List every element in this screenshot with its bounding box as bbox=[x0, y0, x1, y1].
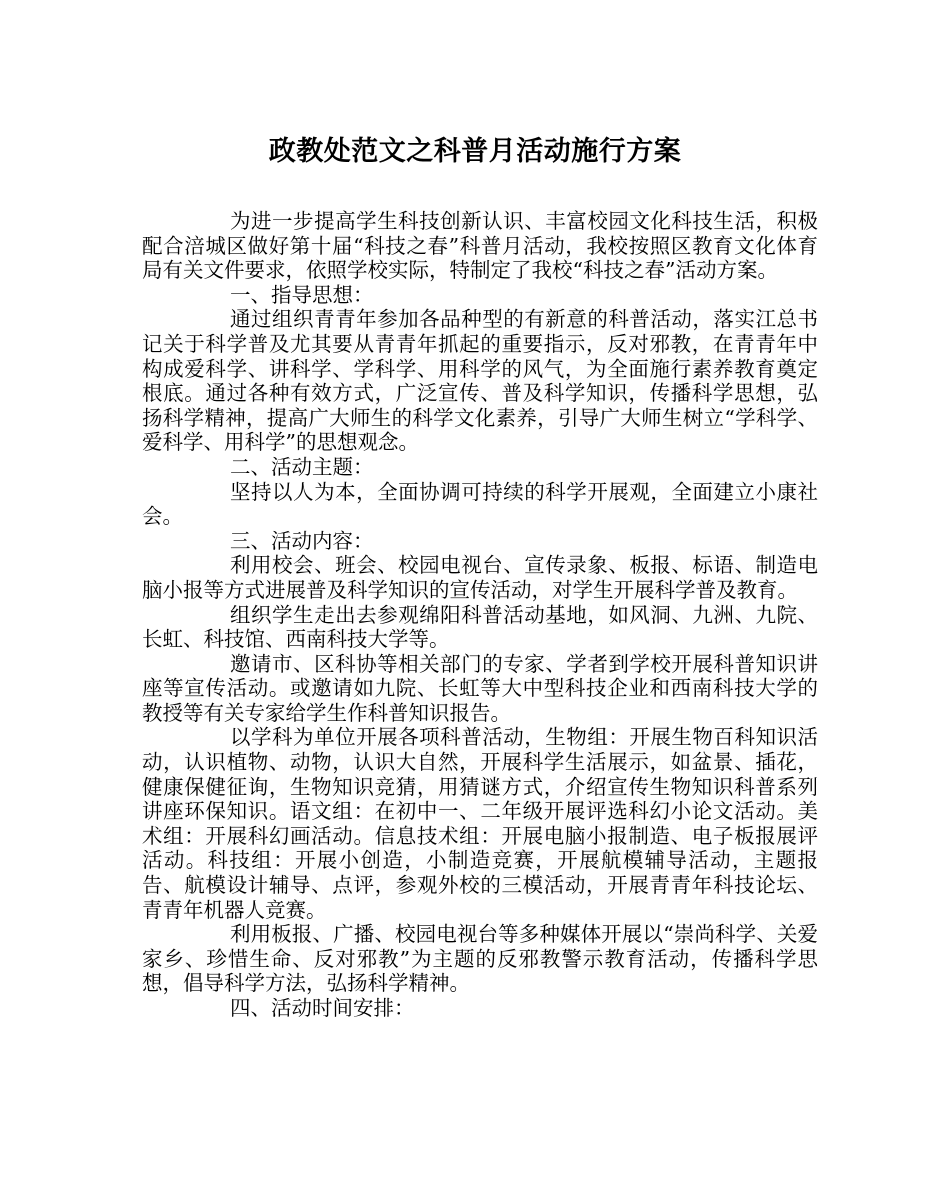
document-title: 政教处范文之科普月活动施行方案 bbox=[268, 136, 682, 167]
content-paragraph-anti-cult-education: 利用板报、广播、校园电视台等多种媒体开展以“崇尚科学、关爱家乡、珍惜生命、反对邪教”为主题的反邪教警示教育活动，传播科学思想，倡导科学方法，弘扬科学精神。 bbox=[142, 922, 818, 996]
intro-paragraph: 为进一步提高学生科技创新认识、丰富校园文化科技生活，积极配合涪城区做好第十届“科技之春”科普月活动，我校按照区教育文化体育局有关文件要求，依照学校实际，特制定了我校“科技之春”活动方案。 bbox=[142, 209, 818, 283]
content-paragraph-subject-activities: 以学科为单位开展各项科普活动，生物组：开展生物百科知识活动，认识植物、动物，认识大自然，开展科学生活展示，如盆景、插花，健康保健征询，生物知识竞猜，用猜谜方式，介绍宣传生物知识科普系列讲座环保知识。语文组：在初中一、二年级开展评选科幻小论文活动。美术组：开展科幻画活动。信息技术组：开展电脑小报制造、电子板报展评活动。科技组：开展小创造，小制造竞赛，开展航模辅导活动，主题报告、航模设计辅导、点评，参观外校的三模活动，开展青青年科技论坛、青青年机器人竞赛。 bbox=[142, 725, 818, 922]
activity-theme-paragraph: 坚持以人为本，全面协调可持续的科学开展观，全面建立小康社会。 bbox=[142, 479, 818, 529]
section-heading-activity-content: 三、活动内容： bbox=[230, 528, 374, 553]
section-heading-guiding-ideology: 一、指导思想： bbox=[230, 282, 374, 307]
content-paragraph-publicity: 利用校会、班会、校园电视台、宣传录象、板报、标语、制造电脑小报等方式进展普及科学知识的宣传活动，对学生开展科学普及教育。 bbox=[142, 553, 818, 602]
guiding-ideology-paragraph: 通过组织青青年参加各品种型的有新意的科普活动，落实江总书记关于科学普及尤其要从青青年抓起的重要指示，反对邪教，在青青年中构成爱科学、讲科学、学科学、用科学的风气，为全面施行素养教育奠定根底。通过各种有效方式，广泛宣传、普及科学知识，传播科学思想，弘扬科学精神，提高广大师生的科学文化素养，引导广大师生树立“学科学、爱科学、用科学”的思想观念。 bbox=[142, 307, 818, 455]
document-body bbox=[142, 209, 818, 1021]
section-heading-activity-theme: 二、活动主题： bbox=[230, 454, 374, 479]
content-paragraph-lectures: 邀请市、区科协等相关部门的专家、学者到学校开展科普知识讲座等宣传活动。或邀请如九院、长虹等大中型科技企业和西南科技大学的教授等有关专家给学生作科普知识报告。 bbox=[142, 651, 818, 725]
content-paragraph-visits: 组织学生走出去参观绵阳科普活动基地，如风洞、九洲、九院、长虹、科技馆、西南科技大学等。 bbox=[142, 602, 818, 652]
section-heading-schedule: 四、活动时间安排： bbox=[230, 996, 415, 1020]
